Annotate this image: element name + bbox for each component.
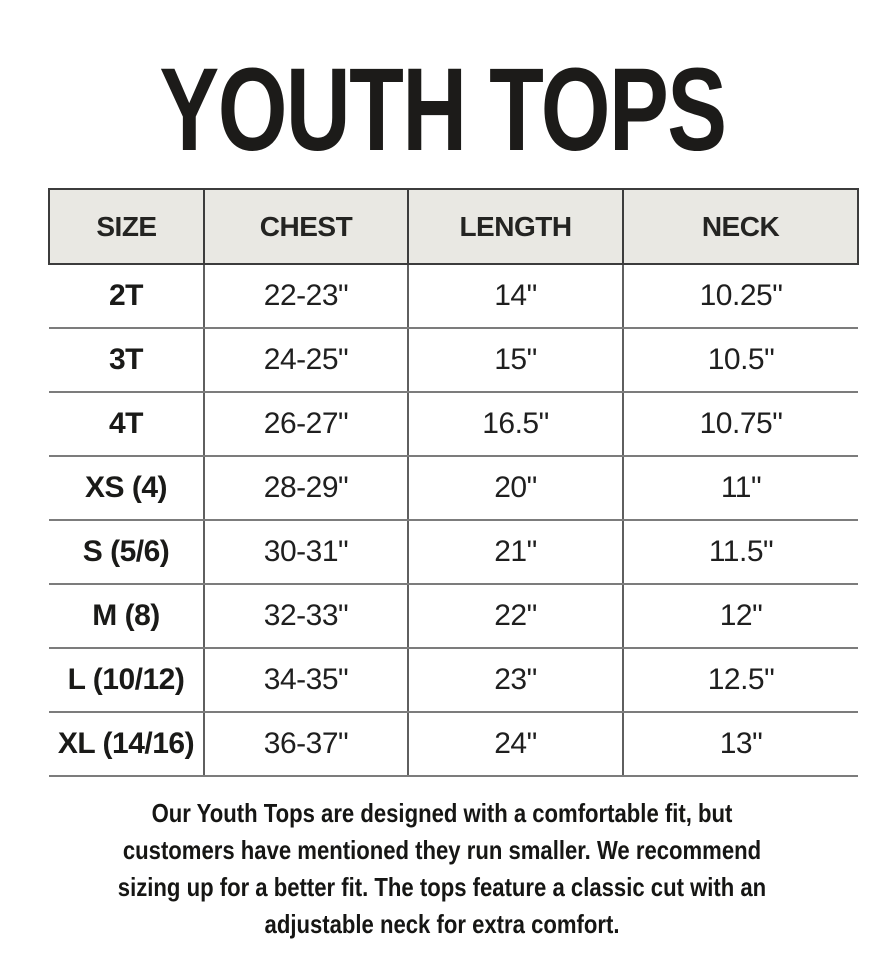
fit-note-line: customers have mentioned they run smaller. We recommend (122, 835, 762, 865)
chest-cell: 30-31" (204, 520, 408, 584)
size-cell: L (10/12) (49, 648, 204, 712)
table-row (49, 712, 858, 776)
column-header-size: SIZE (49, 189, 204, 264)
neck-cell: 13" (623, 712, 858, 776)
size-cell: 4T (49, 392, 204, 456)
length-cell: 20" (408, 456, 623, 520)
column-header-length: LENGTH (408, 189, 623, 264)
table-row (49, 648, 858, 712)
chest-cell: 34-35" (204, 648, 408, 712)
chest-cell: 24-25" (204, 328, 408, 392)
size-cell: 3T (49, 328, 204, 392)
header-row (49, 189, 858, 264)
neck-cell: 11.5" (623, 520, 858, 584)
chest-cell: 28-29" (204, 456, 408, 520)
fit-note (0, 795, 884, 943)
length-cell: 22" (408, 584, 623, 648)
size-chart-table (48, 188, 859, 777)
chest-cell: 26-27" (204, 392, 408, 456)
size-cell: XS (4) (49, 456, 204, 520)
neck-cell: 10.5" (623, 328, 858, 392)
chest-cell: 22-23" (204, 264, 408, 328)
title-area (0, 44, 884, 176)
neck-cell: 10.25" (623, 264, 858, 328)
table-row (49, 584, 858, 648)
neck-cell: 12" (623, 584, 858, 648)
fit-note-line: Our Youth Tops are designed with a comfortable fit, but (151, 798, 733, 828)
table-row (49, 264, 858, 328)
page (0, 44, 884, 956)
length-cell: 24" (408, 712, 623, 776)
length-cell: 16.5" (408, 392, 623, 456)
length-cell: 23" (408, 648, 623, 712)
page-title: YOUTH TOPS (158, 44, 726, 176)
neck-cell: 11" (623, 456, 858, 520)
table-row (49, 392, 858, 456)
neck-cell: 12.5" (623, 648, 858, 712)
neck-cell: 10.75" (623, 392, 858, 456)
table-row (49, 328, 858, 392)
length-cell: 14" (408, 264, 623, 328)
chest-cell: 36-37" (204, 712, 408, 776)
table-row (49, 456, 858, 520)
column-header-chest: CHEST (204, 189, 408, 264)
chest-cell: 32-33" (204, 584, 408, 648)
length-cell: 21" (408, 520, 623, 584)
fit-note-line: sizing up for a better fit. The tops feature a classic cut with an (117, 872, 767, 902)
size-cell: M (8) (49, 584, 204, 648)
table-row (49, 520, 858, 584)
size-cell: 2T (49, 264, 204, 328)
length-cell: 15" (408, 328, 623, 392)
column-header-neck: NECK (623, 189, 858, 264)
size-cell: S (5/6) (49, 520, 204, 584)
fit-note-line: adjustable neck for extra comfort. (264, 909, 620, 939)
size-cell: XL (14/16) (49, 712, 204, 776)
